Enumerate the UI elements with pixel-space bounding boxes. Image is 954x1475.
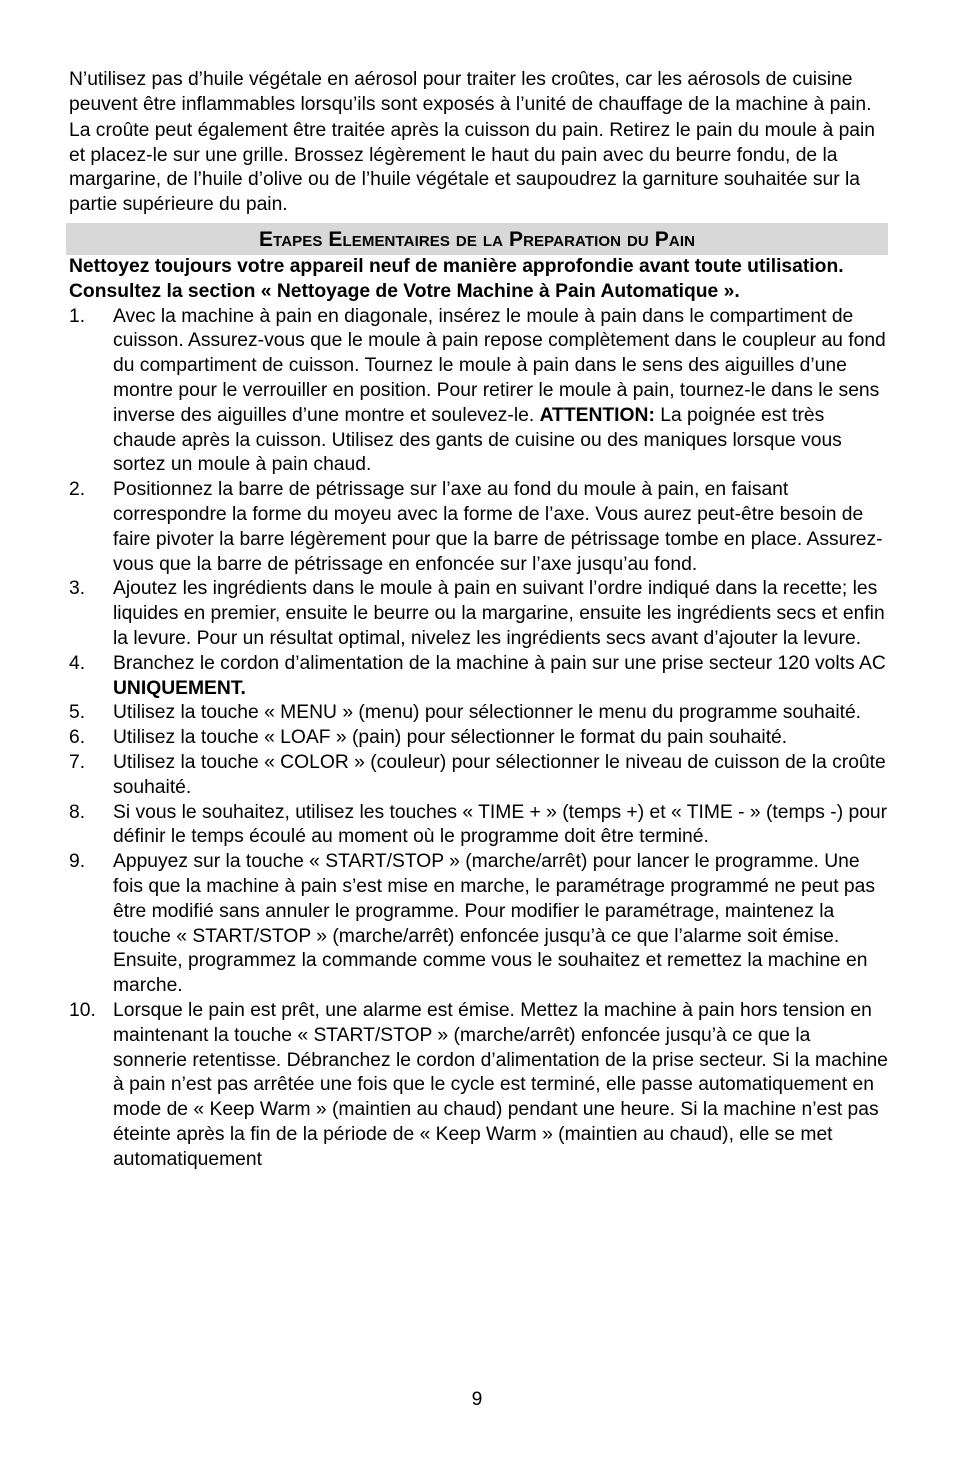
list-item [69, 751, 889, 801]
document-page [69, 68, 889, 1172]
list-item [69, 305, 889, 479]
intro-section [69, 68, 889, 217]
cleaning-notice: Nettoyez toujours votre appareil neuf de manière approfondie avant toute utilisation. Consultez la section « Nettoyage de Votre Machine à Pain Automatique ». [69, 256, 844, 302]
step-text: Si vous le souhaitez, utilisez les touches « TIME + » (temps +) et « TIME - » (temps -) pour définir le temps écoulé au moment où le programme doit être terminé. [113, 801, 888, 848]
page-number: 9 [471, 1389, 483, 1410]
step-warning-label: ATTENTION: [539, 404, 655, 426]
step-number: 9. [69, 851, 86, 873]
step-text: Utilisez la touche « COLOR » (couleur) pour sélectionner le niveau de cuisson de la croûte souhaité. [113, 751, 886, 798]
list-item [69, 999, 889, 1173]
step-text: Utilisez la touche « LOAF » (pain) pour sélectionner le format du pain souhaité. [113, 727, 788, 749]
step-emphasis: UNIQUEMENT. [113, 677, 246, 699]
list-item [69, 652, 889, 702]
list-item [69, 726, 889, 751]
list-item [69, 478, 889, 577]
step-text: Ajoutez les ingrédients dans le moule à pain en suivant l’ordre indiqué dans la recette; les liquides en premier, ensuite le beurre ou la margarine, ensuite les ingrédients secs et enfin la levure. Pour un résultat optimal, nivelez les ingrédients secs avant d’ajouter la levure. [113, 578, 885, 649]
step-text: Branchez le cordon d’alimentation de la machine à pain sur une prise secteur 120 volts AC [113, 652, 886, 674]
step-text-continued: La poignée est très chaude après la cuisson. Utilisez des gants de cuisine ou des maniques lorsque vous sortez un moule à pain chaud. [113, 404, 842, 476]
step-text: Appuyez sur la touche « START/STOP » (marche/arrêt) pour lancer le programme. Une fois que la machine à pain s’est mise en marche, le paramétrage programmé ne peut pas être modifié sans annuler le programme. Pour modifier le paramétrage, maintenez la touche « START/STOP » (marche/arrêt) enfoncée jusqu’à ce que l’alarme soit émise. Ensuite, programmez la commande comme vous le souhaitez et remettez la machine en marche. [113, 851, 876, 997]
step-number: 7. [69, 751, 86, 773]
step-text: Positionnez la barre de pétrissage sur l’axe au fond du moule à pain, en faisant correspondre la forme du moyeu avec la forme de l’axe. Vous aurez peut-être besoin de faire pivoter la barre légèrement pour que la barre de pétrissage tombe en place. Assurez-vous que la barre de pétrissage en enfoncée sur l’axe jusqu’au fond. [113, 479, 883, 575]
step-text: Lorsque le pain est prêt, une alarme est émise. Mettez la machine à pain hors tension en maintenant la touche « START/STOP » (marche/arrêt) enfoncée jusqu’à ce que la sonnerie retentisse. Débranchez le cordon d’alimentation de la prise secteur. Si la machine à pain n’est pas arrêtée une fois que le cycle est terminé, elle passe automatiquement en mode de « Keep Warm » (maintien au chaud) pendant une heure. Si la machine n’est pas éteinte après la fin de la période de « Keep Warm » (maintien au chaud), elle se met automatiquement [113, 999, 888, 1170]
list-item [69, 701, 889, 726]
step-number: 3. [69, 578, 86, 600]
step-number: 6. [69, 727, 86, 749]
list-item [69, 850, 889, 999]
intro-paragraph-crust: La croûte peut également être traitée après la cuisson du pain. Retirez le pain du moule à pain et placez-le sur une grille. Brossez légèrement le haut du pain avec du beurre fondu, de la margarine, de l’huile d’olive ou de l’huile végétale et saupoudrez la garniture souhaitée sur la partie supérieure du pain. [69, 120, 876, 215]
step-text: Avec la machine à pain en diagonale, insérez le moule à pain dans le compartiment de cuisson. Assurez-vous que le moule à pain repose complètement dans le coupleur au fond du compartiment de cuisson. Tournez le moule à pain dans le sens des aiguilles d’une montre pour le verrouiller en position. Pour retirer le moule à pain, tournez-le dans le sens inverse des aiguilles d’une montre et soulevez-le. [113, 305, 886, 426]
step-number: 10. [69, 999, 96, 1021]
step-number: 4. [69, 652, 86, 674]
step-number: 1. [69, 305, 86, 327]
step-number: 5. [69, 702, 86, 724]
steps-list [69, 305, 889, 1173]
intro-paragraph-aerosol: N’utilisez pas d’huile végétale en aérosol pour traiter les croûtes, car les aérosols de cuisine peuvent être inflammables lorsqu’ils sont exposés à l’unité de chauffage de la machine à pain. [69, 69, 872, 115]
list-item [69, 801, 889, 851]
step-number: 2. [69, 479, 86, 501]
list-item [69, 577, 889, 651]
section-heading: Etapes Elementaires de la Preparation du Pain [66, 223, 888, 255]
step-number: 8. [69, 801, 86, 823]
step-text: Utilisez la touche « MENU » (menu) pour sélectionner le menu du programme souhaité. [113, 702, 862, 724]
